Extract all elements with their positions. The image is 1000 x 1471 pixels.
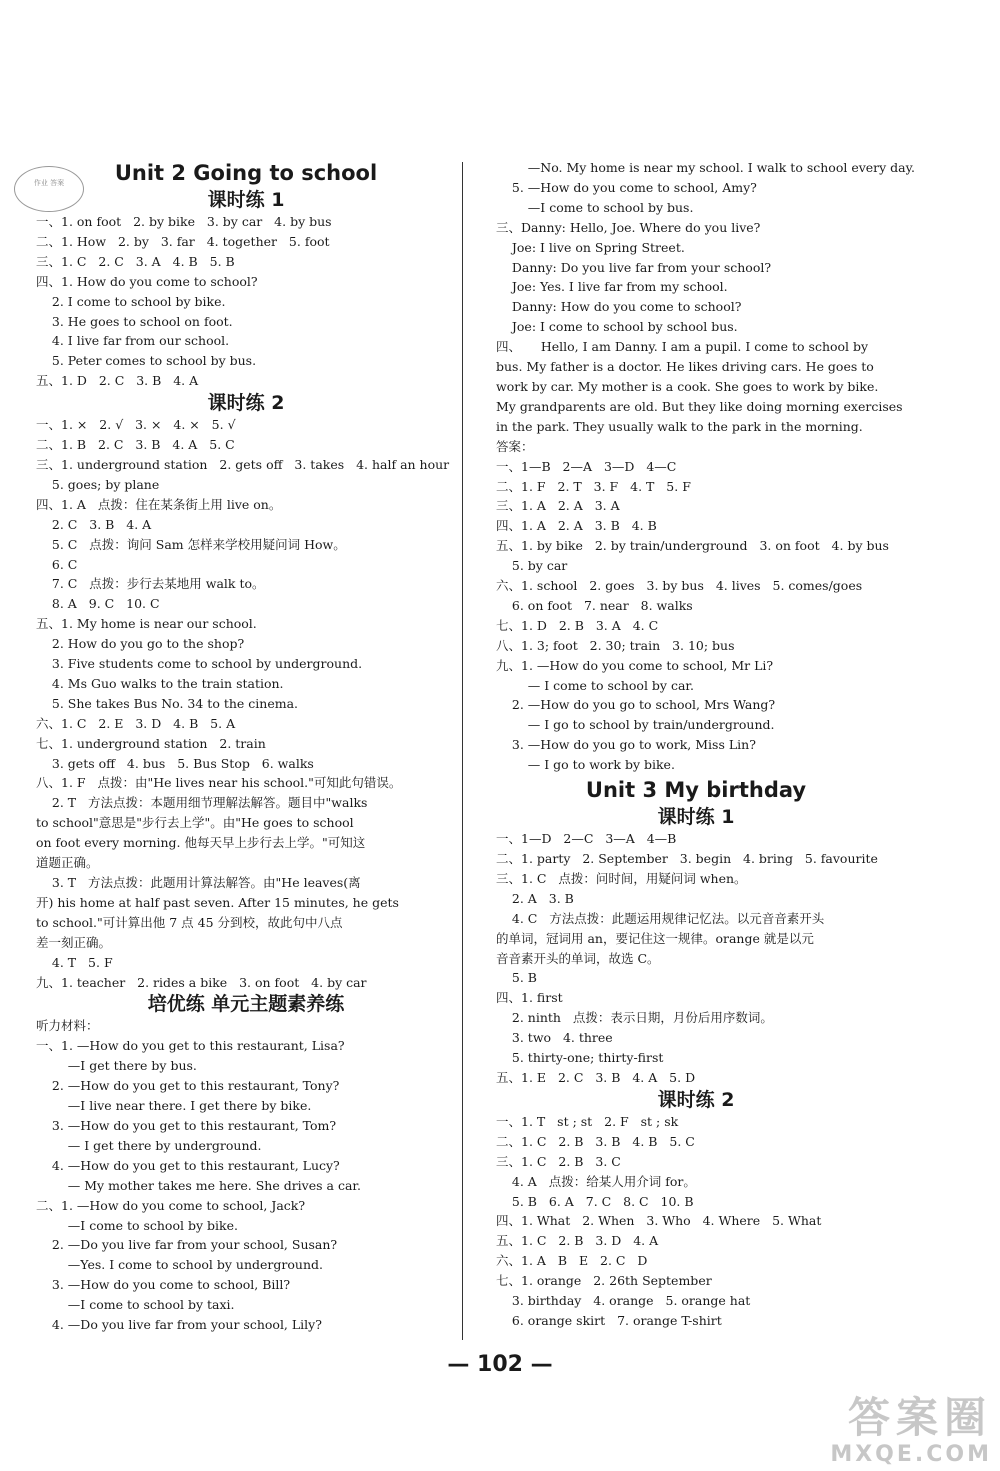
answer-line: 5. thirty-one; thirty-first — [496, 1050, 664, 1066]
answer-line: 音音素开头的单词，故选 C。 — [496, 950, 660, 966]
answer-line: 四、 Hello, I am Danny. I am a pupil. I come to school by — [496, 339, 869, 355]
answer-line: 道题正确。 — [36, 855, 99, 871]
answer-line: 三、1. C 2. B 3. C — [496, 1153, 621, 1169]
watermark-url: MXQE.COM — [830, 1442, 992, 1467]
lesson-1-title: 课时练 1 — [207, 189, 285, 211]
answer-line: 5. She takes Bus No. 34 to the cinema. — [36, 695, 298, 711]
answer-line: 4. I live far from our school. — [36, 333, 230, 349]
answer-line: 5. by car — [496, 558, 568, 574]
answer-line: 二、1. B 2. C 3. B 4. A 5. C — [36, 437, 235, 453]
answer-line: 6. on foot 7. near 8. walks — [496, 597, 693, 613]
answer-line: 4. Ms Guo walks to the train station. — [36, 675, 284, 691]
answer-line: 4. C 方法点拨：此题运用规律记忆法。以元音音素开头 — [496, 910, 825, 926]
unit-3-lesson-2-answers — [496, 1112, 896, 1331]
answer-line: 5. C 点拨：询问 Sam 怎样来学校用疑问词 How。 — [36, 536, 346, 552]
answer-line: — My mother takes me here. She drives a car. — [36, 1177, 361, 1193]
answer-line: —I come to school by taxi. — [36, 1297, 235, 1313]
answer-line: —No. My home is near my school. I walk to school every day. — [496, 160, 916, 175]
watermark-logo — [830, 1394, 992, 1467]
answer-line: Danny: Do you live far from your school? — [496, 259, 772, 275]
answer-line: 六、1. school 2. goes 3. by bus 4. lives 5. comes/goes — [496, 578, 863, 594]
answer-line: 听力材料： — [36, 1018, 99, 1034]
answer-line: 3. gets off 4. bus 5. Bus Stop 6. walks — [36, 755, 314, 771]
answer-line: 三、Danny: Hello, Joe. Where do you live? — [496, 219, 761, 235]
answer-line: — I go to school by train/underground. — [496, 717, 775, 733]
answer-line: 2. —Do you live far from your school, Susan? — [36, 1237, 338, 1253]
unit-2-title: Unit 2 Going to school — [114, 161, 378, 185]
answer-line: 六、1. A B E 2. C D — [496, 1253, 648, 1269]
answer-line: 开) his home at half past seven. After 15 minutes, he gets — [36, 894, 399, 910]
unit-3-lesson-1-answers — [496, 829, 896, 1088]
answer-line: 七、1. orange 2. 26th September — [496, 1273, 712, 1289]
page-number: — 102 — — [447, 1352, 553, 1377]
enrichment-title: 培优练 单元主题素养练 — [147, 993, 345, 1016]
answer-line: —Yes. I come to school by underground. — [36, 1257, 323, 1273]
answer-line: 一、1. —How do you get to this restaurant, Lisa? — [36, 1038, 345, 1054]
answer-line: 的单词，冠词用 an，要记住这一规律。orange 就是以元 — [496, 930, 814, 946]
answer-line: 2. I come to school by bike. — [36, 293, 226, 309]
answer-line: 3. —How do you go to work, Miss Lin? — [496, 737, 756, 753]
answer-line: Joe: I live on Spring Street. — [496, 239, 685, 255]
answer-line: — I go to work by bike. — [496, 757, 675, 773]
answer-line: 一、1. T st ; st 2. F st ; sk — [496, 1113, 679, 1129]
answer-line: Joe: I come to school by school bus. — [496, 319, 738, 335]
answer-line: 5. B — [496, 970, 537, 986]
answer-line: 五、1. C 2. B 3. D 4. A — [496, 1233, 659, 1249]
answer-line: 五、1. by bike 2. by train/underground 3. on foot 4. by bus — [496, 538, 889, 554]
enrichment-answers — [36, 1016, 456, 1335]
answer-line: 八、1. F 点拨：由"He lives near his school."可知此句错误。 — [36, 775, 402, 791]
answer-line: — I get there by underground. — [36, 1137, 262, 1153]
answer-line: 二、1. C 2. B 3. B 4. B 5. C — [496, 1133, 695, 1149]
right-column — [496, 158, 916, 1331]
answer-line: 一、1—B 2—A 3—D 4—C — [496, 458, 677, 474]
answer-line: 4. A 点拨：给某人用介词 for。 — [496, 1173, 696, 1189]
answer-line: 2. —How do you go to school, Mrs Wang? — [496, 697, 776, 713]
answer-line: 3. He goes to school on foot. — [36, 313, 233, 329]
answer-line: 二、1. F 2. T 3. F 4. T 5. F — [496, 478, 691, 494]
answer-line: on foot every morning. 他每天早上步行去上学。"可知这 — [36, 835, 366, 851]
answer-line: 四、1. What 2. When 3. Who 4. Where 5. What — [496, 1213, 822, 1229]
stamp-text: 作业 答案 — [33, 179, 65, 187]
answer-line: 七、1. D 2. B 3. A 4. C — [496, 617, 659, 633]
watermark-text: 答案圈 — [847, 1393, 992, 1442]
answer-line: in the park. They usually walk to the park in the morning. — [496, 418, 863, 434]
lesson-1-answers — [36, 212, 456, 391]
answer-line: 5. B 6. A 7. C 8. C 10. B — [496, 1193, 694, 1209]
continued-answers — [496, 158, 916, 775]
answer-line: 五、1. D 2. C 3. B 4. A — [36, 373, 199, 389]
answer-line: 三、1. C 点拨：问时间，用疑问词 when。 — [496, 870, 747, 886]
answer-line: 三、1. underground station 2. gets off 3. takes 4. half an hour — [36, 456, 450, 472]
left-column — [33, 158, 456, 1335]
answer-line: 7. C 点拨：步行去某地用 walk to。 — [36, 576, 265, 592]
answer-line: 2. ninth 点拨：表示日期，月份后用序数词。 — [496, 1010, 773, 1026]
answer-line: bus. My father is a doctor. He likes driving cars. He goes to — [496, 359, 874, 375]
answer-line: 2. T 方法点拨：本题用细节理解法解答。题目中"walks — [36, 795, 368, 811]
answer-line: 五、1. My home is near our school. — [36, 616, 257, 632]
answer-line: 6. orange skirt 7. orange T-shirt — [496, 1312, 722, 1328]
answer-line: 九、1. teacher 2. rides a bike 3. on foot 4. by car — [36, 974, 367, 990]
answer-line: 差一刻正确。 — [36, 934, 112, 950]
answer-line: 4. —How do you get to this restaurant, Lucy? — [36, 1157, 340, 1173]
answer-line: 九、1. —How do you come to school, Mr Li? — [496, 657, 774, 673]
answer-line: 2. C 3. B 4. A — [36, 516, 152, 532]
answer-line: 8. A 9. C 10. C — [36, 596, 160, 612]
lesson-2-answers — [36, 415, 456, 992]
answer-line: 3. —How do you come to school, Bill? — [36, 1277, 291, 1293]
answer-line: 答案： — [496, 438, 534, 454]
lesson-2-title: 课时练 2 — [207, 392, 285, 415]
answer-line: 3. birthday 4. orange 5. orange hat — [496, 1293, 751, 1309]
answer-line: 三、1. A 2. A 3. A — [496, 498, 620, 514]
answer-line: 5. Peter comes to school by bus. — [36, 353, 257, 369]
answer-line: 四、1. A 点拨：住在某条街上用 live on。 — [36, 496, 282, 512]
column-divider — [462, 162, 463, 1340]
unit-3-lesson-1-title: 课时练 1 — [657, 806, 735, 829]
answer-line: 七、1. underground station 2. train — [36, 735, 266, 751]
answer-line: Joe: Yes. I live far from my school. — [496, 279, 728, 295]
answer-line: —I get there by bus. — [36, 1058, 197, 1074]
answer-line: Danny: How do you come to school? — [496, 299, 742, 315]
answer-line: 3. Five students come to school by underground. — [36, 656, 363, 672]
answer-line: 四、1. first — [496, 990, 563, 1006]
answer-line: 3. two 4. three — [496, 1030, 613, 1046]
answer-line: 二、1. —How do you come to school, Jack? — [36, 1197, 306, 1213]
answer-line: 一、1. on foot 2. by bike 3. by car 4. by bus — [36, 214, 332, 229]
answer-line: 三、1. C 2. C 3. A 4. B 5. B — [36, 253, 235, 269]
answer-line: work by car. My mother is a cook. She goes to work by bike. — [496, 378, 879, 394]
answer-line: — I come to school by car. — [496, 677, 694, 693]
answer-line: 一、1—D 2—C 3—A 4—B — [496, 831, 677, 847]
answer-line: —I come to school by bike. — [36, 1217, 238, 1233]
answer-line: 八、1. 3; foot 2. 30; train 3. 10; bus — [496, 637, 735, 653]
answer-line: 2. A 3. B — [496, 890, 574, 906]
answer-line: 二、1. How 2. by 3. far 4. together 5. foot — [36, 233, 330, 249]
answer-line: 二、1. party 2. September 3. begin 4. bring 5. favourite — [496, 851, 878, 866]
answer-line: to school"意思是"步行去上学"。由"He goes to school — [36, 815, 354, 831]
answer-line: 六、1. C 2. E 3. D 4. B 5. A — [36, 715, 236, 731]
answer-line: —I come to school by bus. — [496, 199, 694, 215]
answer-line: My grandparents are old. But they like doing morning exercises — [496, 398, 903, 414]
answer-line: 3. T 方法点拨：此题用计算法解答。由"He leaves(离 — [36, 875, 361, 890]
answer-line: 2. How do you go to the shop? — [36, 636, 245, 652]
answer-line: 4. —Do you live far from your school, Lily? — [36, 1317, 322, 1333]
unit-3-lesson-2-title: 课时练 2 — [657, 1088, 735, 1111]
answer-line: —I live near there. I get there by bike. — [36, 1098, 312, 1114]
answer-line: 6. C — [36, 556, 78, 572]
answer-line: to school."可计算出他 7 点 45 分到校，故此句中八点 — [36, 914, 343, 930]
unit-3-title: Unit 3 My birthday — [585, 778, 807, 803]
answer-line: 一、1. × 2. √ 3. × 4. × 5. √ — [36, 417, 236, 433]
answer-line: 5. goes; by plane — [36, 476, 160, 492]
answer-line: 四、1. A 2. A 3. B 4. B — [496, 518, 657, 534]
answer-line: 3. —How do you get to this restaurant, Tom? — [36, 1117, 337, 1133]
answer-line: 四、1. How do you come to school? — [36, 273, 258, 289]
answer-line: 2. —How do you get to this restaurant, Tony? — [36, 1078, 340, 1094]
answer-line: 5. —How do you come to school, Amy? — [496, 179, 757, 195]
answer-line: 4. T 5. F — [36, 954, 113, 970]
answer-line: 五、1. E 2. C 3. B 4. A 5. D — [496, 1069, 696, 1085]
